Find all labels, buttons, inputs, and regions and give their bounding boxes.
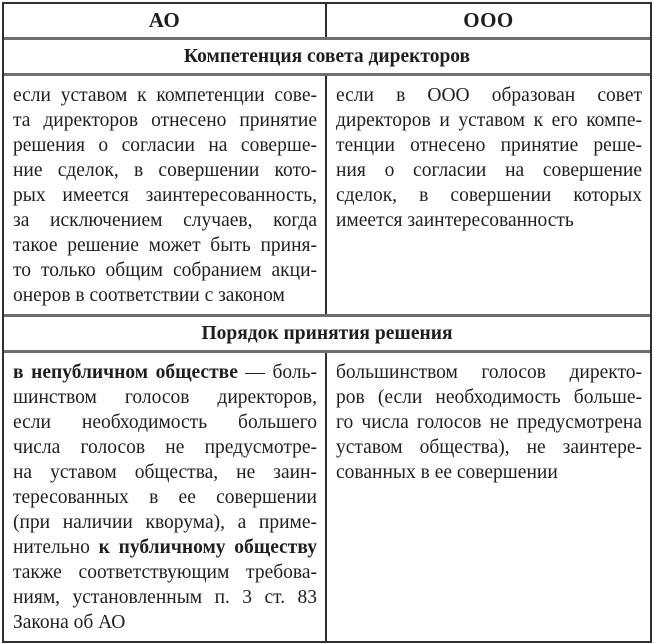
text-line: большинством голосов директо-: [336, 362, 642, 383]
section-title-procedure: Порядок принятия решения: [201, 322, 453, 344]
text-line: ние сделок, в совершении кото-: [13, 160, 317, 181]
text-line: уставом общества), не заинтере-: [336, 437, 642, 458]
text-line: шинством голосов директоров,: [13, 387, 317, 408]
text-line: директоров и уставом к его компе-: [336, 110, 642, 131]
text-line: сделок, в совершении которых: [336, 185, 642, 206]
text-line: сованных в ее совершении: [336, 462, 558, 483]
text-line: на уставом общества, не заин-: [13, 462, 317, 483]
cell-ao-procedure: [4, 353, 327, 641]
content-row-competence: [4, 73, 650, 314]
text-line: то только общим собранием акци-: [13, 260, 317, 281]
text-line: ния о согласии на совершение: [336, 160, 642, 181]
text-line: (при наличии кворума), а приме-: [13, 512, 317, 533]
cell-ooo-procedure: [327, 353, 650, 641]
cell-ooo-competence: [327, 76, 650, 314]
text-line: имеется заинтересованность: [336, 210, 574, 231]
cell-ao-competence: [4, 76, 327, 314]
content-row-procedure: [4, 350, 650, 641]
section-row-competence: [4, 37, 650, 73]
text-line: тенции отнесено принятие реше-: [336, 135, 642, 156]
text-line: нительно к публичному обществу: [13, 537, 317, 558]
text-line: числа голосов не предусмотре-: [13, 437, 317, 458]
comparison-table: [2, 2, 652, 643]
text-line: если уставом к компетенции сове-: [13, 85, 317, 106]
text-line: рых имеется заинтересованность,: [13, 185, 317, 206]
text-line: ров (если необходимость больше-: [336, 387, 642, 408]
text-line: Закона об АО: [13, 612, 126, 633]
text-line: за исключением случаев, когда: [13, 210, 317, 231]
text-line: в непубличном обществе — боль-: [13, 362, 317, 383]
column-header-ooo: ООО: [463, 8, 514, 32]
text-line: го числа голосов не предусмотрена: [336, 412, 642, 433]
text-line: та директоров отнесено принятие: [13, 110, 317, 131]
text-line: если в ООО образован совет: [336, 85, 642, 106]
text-line: ниям, установленным п. 3 ст. 83: [13, 587, 317, 608]
text-line: такое решение может быть приня-: [13, 235, 317, 256]
text-line: онеров в соответствии с законом: [13, 285, 285, 306]
text-line: также соответствующим требова-: [13, 562, 317, 583]
text-line: если необходимость большего: [13, 412, 317, 433]
text-line: тересованных в ее совершении: [13, 487, 317, 508]
column-header-row: [4, 4, 650, 37]
text-line: решения о согласии на соверше-: [13, 135, 317, 156]
section-row-procedure: [4, 314, 650, 350]
section-title-competence: Компетенция совета директоров: [183, 45, 471, 67]
column-header-ao: АО: [4, 4, 327, 37]
